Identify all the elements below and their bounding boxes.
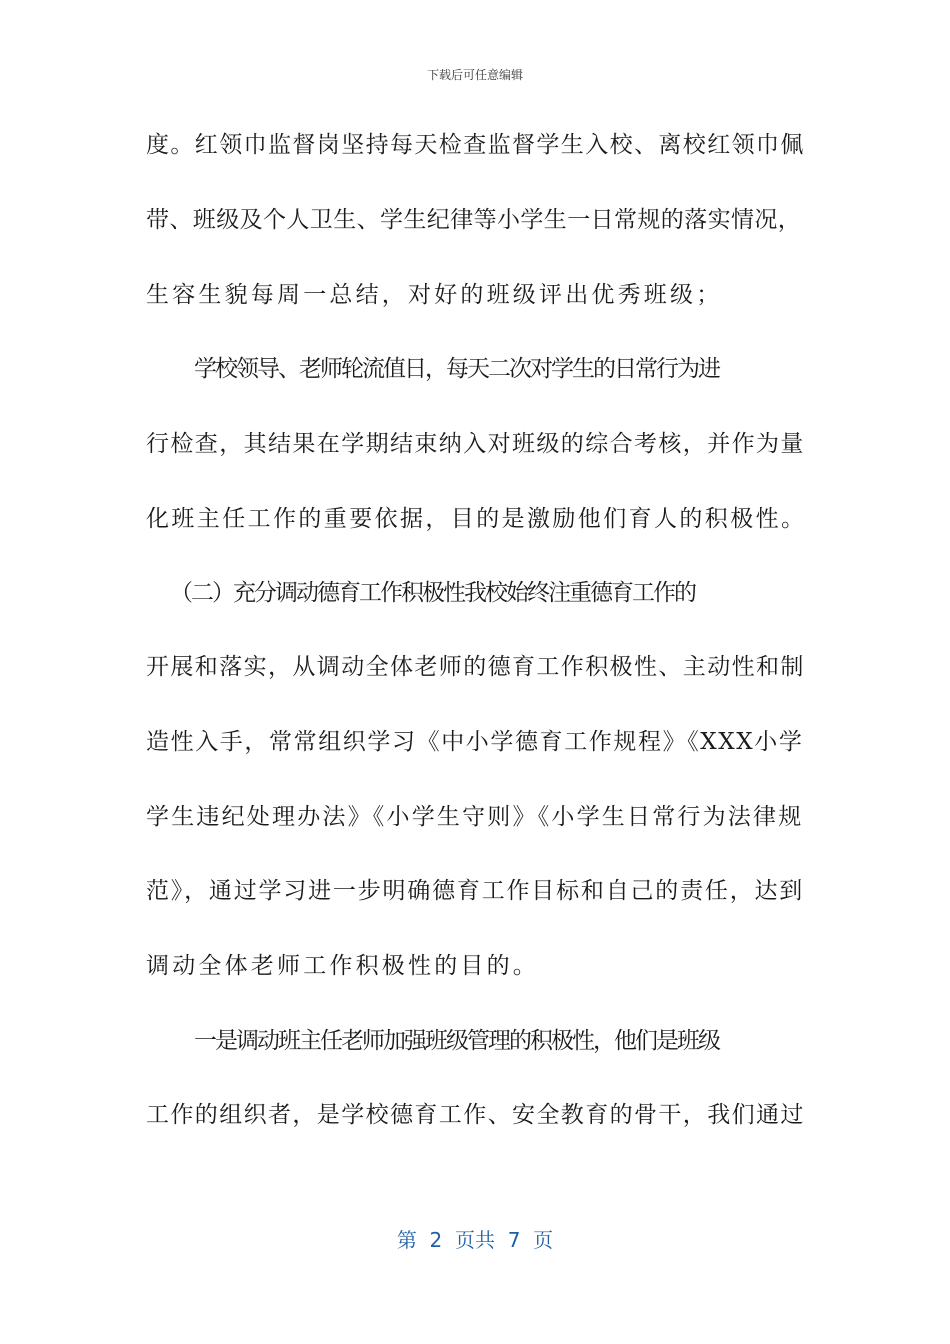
paragraph-first-line: 学校领导、老师轮流值日，每天二次对学生的日常行为进: [194, 356, 719, 382]
text-line: 带、班级及个人卫生、学生纪律等小学生一日常规的落实情况，: [146, 207, 802, 233]
page-number-footer: 第 2 页共 7 页: [396, 1228, 554, 1252]
paragraph-first-line: 一是调动班主任老师加强班级管理的积极性，他们是班级: [194, 1028, 719, 1054]
text-line: 行检查，其结果在学期结束纳入对班级的综合考核，并作为量: [146, 431, 805, 457]
paragraph-first-line: （二）充分调动德育工作积极性我校始终注重德育工作的: [170, 580, 695, 606]
text-line: 生容生貌每周一总结，对好的班级评出优秀班级；: [146, 282, 723, 308]
text-line: 度。红领巾监督岗坚持每天检查监督学生入校、离校红领巾佩: [146, 132, 805, 158]
text-line: 开展和落实，从调动全体老师的德育工作积极性、主动性和制: [146, 654, 805, 680]
text-line: 工作的组织者，是学校德育工作、安全教育的骨干，我们通过: [146, 1102, 805, 1128]
text-line: 造性入手，常常组织学习《中小学德育工作规程》《XXX小学: [146, 729, 804, 755]
text-line: 化班主任工作的重要依据，目的是激励他们育人的积极性。: [146, 506, 807, 532]
page-header: 下载后可任意编辑: [426, 68, 523, 82]
text-line: 调动全体老师工作积极性的目的。: [146, 953, 539, 979]
text-line: 范》，通过学习进一步明确德育工作目标和自己的责任，达到: [146, 878, 805, 904]
text-line: 学生违纪处理办法》《小学生守则》《小学生日常行为法律规: [146, 804, 804, 830]
